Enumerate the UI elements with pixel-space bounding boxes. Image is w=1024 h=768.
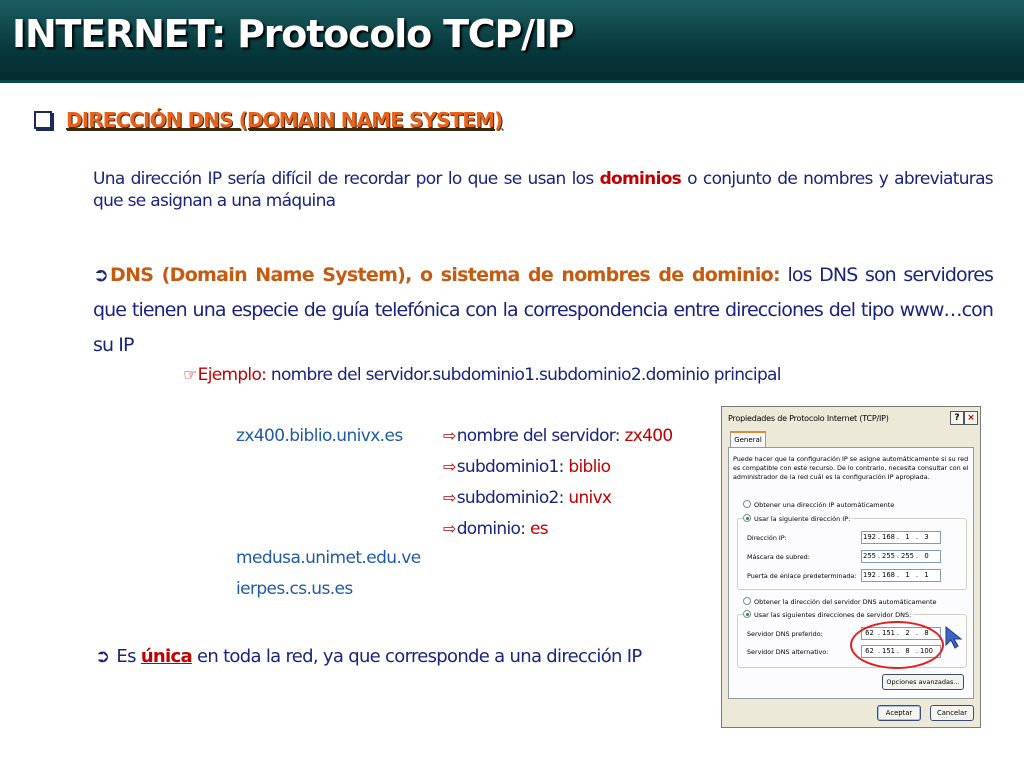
tab-general[interactable]: General bbox=[730, 431, 766, 447]
domain-part-item: ⇨dominio: es bbox=[443, 519, 548, 539]
dialog-title: Propiedades de Protocolo Internet (TCP/IP) bbox=[728, 414, 889, 423]
circled-arrow-icon: ➲ bbox=[93, 264, 109, 286]
dialog-panel bbox=[728, 447, 974, 699]
radio-auto-ip[interactable]: Obtener una dirección IP automáticamente bbox=[743, 500, 894, 509]
unique-highlight: única bbox=[140, 646, 192, 667]
intro-text-before: Una dirección IP sería difícil de recordar por lo que se usan los bbox=[93, 169, 594, 189]
close-button[interactable]: × bbox=[964, 411, 978, 425]
dialog-description: Puede hacer que la configuración IP se asigne automáticamente si su red es compatible con este recurso. De lo contrario, necesita consultar con el administrador de la red cuál es la configuración IP apropiada. bbox=[733, 455, 969, 481]
cancel-button[interactable]: Cancelar bbox=[930, 705, 974, 721]
section-heading-text: DIRECCIÓN DNS (DOMAIN NAME SYSTEM) bbox=[66, 108, 503, 132]
unique-before: Es bbox=[116, 646, 136, 667]
domain-part-item: ⇨subdominio1: biblio bbox=[443, 457, 611, 477]
domain-part-item: ⇨subdominio2: univx bbox=[443, 488, 612, 508]
gateway-field[interactable]: 192 . 168 . 1 . 1 bbox=[861, 569, 941, 582]
slide-title-bar bbox=[0, 0, 1024, 83]
radio-dot-icon bbox=[743, 597, 751, 605]
ip-label: Dirección IP: bbox=[747, 534, 787, 542]
section-heading bbox=[34, 108, 502, 132]
help-button[interactable]: ? bbox=[950, 411, 964, 425]
intro-paragraph bbox=[93, 168, 993, 212]
advanced-options-button[interactable]: Opciones avanzadas... bbox=[882, 674, 964, 690]
tcpip-properties-dialog bbox=[721, 406, 981, 728]
dns-description: los DNS son servidores que tienen una especie de guía telefónica con la correspondencia entre direcciones del tipo www…con su IP bbox=[93, 264, 993, 356]
radio-manual-ip[interactable]: Usar la siguiente dirección IP: bbox=[743, 514, 852, 523]
unique-after: en toda la red, ya que corresponde a una dirección IP bbox=[196, 646, 642, 667]
example-label: Ejemplo: bbox=[197, 365, 267, 385]
outline-arrow-icon: ⇨ bbox=[443, 519, 456, 538]
dns-preferred-field[interactable]: 62 . 151 . 2 . 8 bbox=[861, 627, 941, 640]
subnet-mask-field[interactable]: 255 . 255 . 255 . 0 bbox=[861, 550, 941, 563]
example-line bbox=[183, 365, 781, 385]
domain-item: zx400.biblio.univx.es bbox=[236, 426, 403, 446]
dns-alternate-label: Servidor DNS alternativo: bbox=[747, 648, 829, 656]
highlight-ellipse bbox=[850, 621, 944, 669]
intro-highlight: dominios bbox=[599, 169, 682, 189]
hand-pointer-icon: ☞ bbox=[183, 365, 197, 384]
domain-part-item: ⇨nombre del servidor: zx400 bbox=[443, 426, 673, 446]
outline-arrow-icon: ⇨ bbox=[443, 457, 456, 476]
gateway-label: Puerta de enlace predeterminada: bbox=[747, 572, 857, 580]
radio-dot-icon bbox=[743, 514, 751, 522]
radio-dot-icon bbox=[743, 500, 751, 508]
radio-dot-icon bbox=[743, 610, 751, 618]
intro-text-after: o conjunto de nombres y abreviaturas que se asignan a una máquina bbox=[93, 169, 993, 211]
dns-term: DNS (Domain Name System), o sistema de nombres de dominio: bbox=[110, 264, 780, 286]
outline-arrow-icon: ⇨ bbox=[443, 426, 456, 445]
dns-preferred-label: Servidor DNS preferido: bbox=[747, 630, 823, 638]
accept-button[interactable]: Aceptar bbox=[877, 705, 921, 721]
dns-alternate-field[interactable]: 62 . 151 . 8 . 100 bbox=[861, 645, 941, 658]
domain-item: ierpes.cs.us.es bbox=[236, 579, 353, 599]
mouse-cursor-icon bbox=[944, 625, 964, 649]
unique-paragraph bbox=[95, 646, 642, 667]
slide-title: INTERNET: Protocolo TCP/IP bbox=[12, 12, 574, 56]
ip-address-field[interactable]: 192 . 168 . 1 . 3 bbox=[861, 531, 941, 544]
outline-arrow-icon: ⇨ bbox=[443, 488, 456, 507]
mask-label: Máscara de subred: bbox=[747, 553, 810, 561]
radio-manual-dns[interactable]: Usar las siguientes direcciones de servidor DNS: bbox=[743, 610, 913, 619]
dns-paragraph bbox=[93, 258, 993, 363]
domain-item: medusa.unimet.edu.ve bbox=[236, 548, 421, 568]
example-text: nombre del servidor.subdominio1.subdominio2.dominio principal bbox=[270, 365, 781, 385]
circled-arrow-icon: ➲ bbox=[95, 646, 110, 667]
radio-auto-dns[interactable]: Obtener la dirección del servidor DNS automáticamente bbox=[743, 597, 937, 606]
checkbox-bullet-icon bbox=[34, 111, 52, 129]
